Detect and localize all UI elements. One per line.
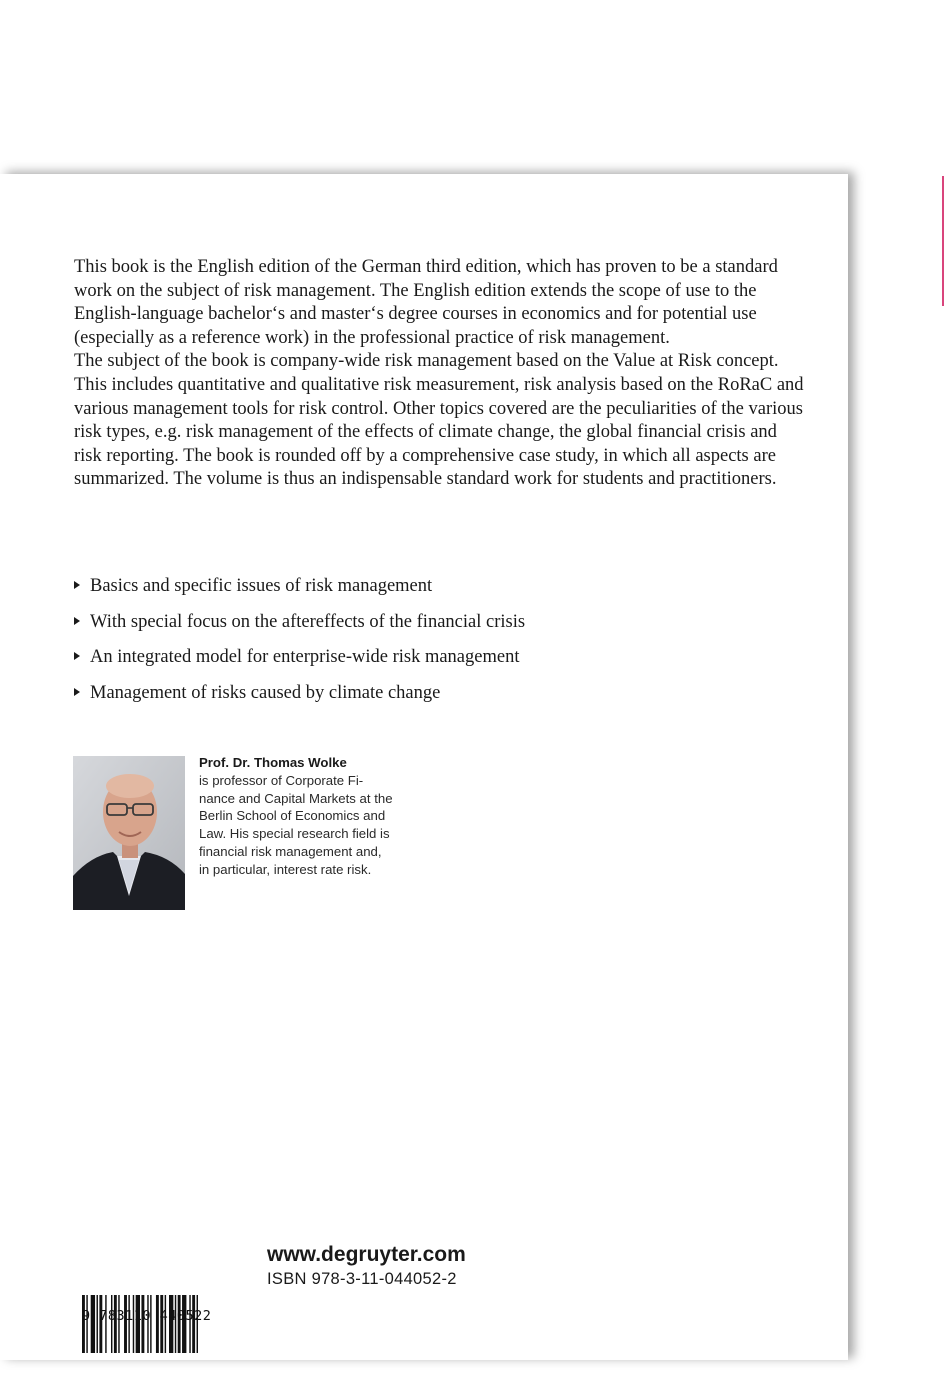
triangle-bullet-icon bbox=[74, 688, 80, 696]
bio-line: Law. His special research field is bbox=[199, 826, 390, 842]
triangle-bullet-icon bbox=[74, 581, 80, 589]
bio-line: nance and Capital Markets at the bbox=[199, 790, 393, 806]
highlight-text: With special focus on the aftereffects of the financial crisis bbox=[90, 611, 526, 632]
background-edge bbox=[848, 0, 946, 1360]
author-photo bbox=[73, 756, 185, 910]
book-description bbox=[74, 256, 804, 492]
highlight-text: Management of risks caused by climate change bbox=[90, 682, 441, 703]
barcode-icon bbox=[82, 1248, 238, 1400]
bio-line: in particular, interest rate risk. bbox=[199, 861, 372, 877]
author-portrait-icon bbox=[73, 756, 185, 910]
highlight-text: Basics and specific issues of risk management bbox=[90, 576, 433, 596]
author-name: Prof. Dr. Thomas Wolke bbox=[199, 755, 347, 770]
list-item bbox=[74, 574, 794, 610]
list-item bbox=[74, 681, 794, 717]
bio-line: financial risk management and, bbox=[199, 843, 382, 859]
highlights-list bbox=[74, 574, 794, 716]
isbn: ISBN 978-3-11-044052-2 bbox=[267, 1270, 457, 1288]
back-cover bbox=[0, 174, 848, 1360]
accent-stripe bbox=[942, 176, 944, 306]
author-bio bbox=[199, 754, 439, 879]
triangle-bullet-icon bbox=[74, 617, 80, 625]
list-item bbox=[74, 645, 794, 681]
publisher-website: www.degruyter.com bbox=[267, 1243, 466, 1266]
highlight-text: An integrated model for enterprise-wide risk management bbox=[90, 647, 520, 667]
bio-line: Berlin School of Economics and bbox=[199, 808, 386, 824]
triangle-bullet-icon bbox=[74, 652, 80, 660]
list-item bbox=[74, 610, 794, 646]
bio-line: is professor of Corporate Fi- bbox=[199, 772, 364, 788]
description-paragraph-2: The subject of the book is company-wide risk management based on the Value at Risk concept. This includes quantitative and qualitative risk measurement, risk analysis based on the RoRaC and various management tools for risk control. Other topics covered are the peculiarities of the various risk types, e.g. risk management of the effects of climate change, the global financial crisis and risk reporting. The book is rounded off by a comprehensive case study, in which all aspects are summarized. The volume is thus an indispensable standard work for students and practitioners. bbox=[74, 351, 804, 490]
description-paragraph-1: This book is the English edition of the German third edition, which has proven to be a standard work on the subject of risk management. The English edition extends the scope of use to the English-language bachelor‘s and master‘s degree courses in economics and for potential use (especially as a reference work) in the professional practice of risk management. bbox=[74, 257, 778, 348]
barcode-number: 9 783110 440522 bbox=[82, 1308, 212, 1324]
